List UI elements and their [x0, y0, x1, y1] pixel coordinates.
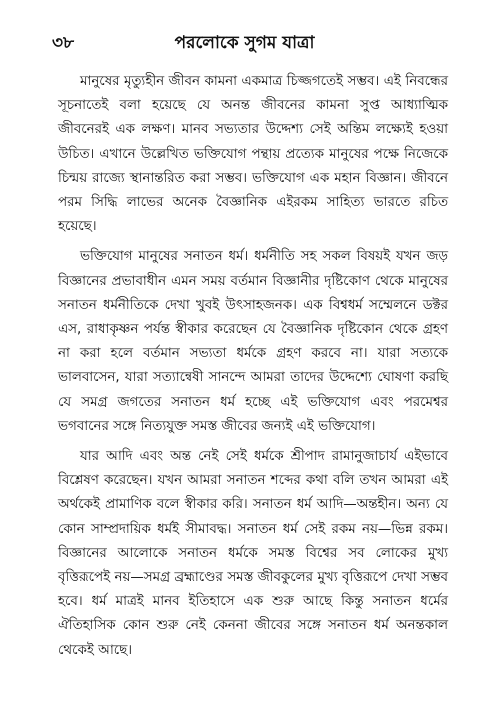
page-number: ৩৮ [52, 33, 75, 53]
page-body [58, 70, 448, 669]
paragraph-3: যার আদি এবং অন্ত নেই সেই ধর্মকে শ্রীপাদ রামানুজাচার্য এইভাবে বিশ্লেষণ করেছেন। যখন আমরা সনাতন শব্দের কথা বলি তখন আমরা এই অর্থকেই প্রামাণিক বলে স্বীকার করি। সনাতন ধর্ম আদি—অন্তহীন। অন্য যে কোন সাম্প্রদায়িক ধর্মই সীমাবদ্ধ। সনাতন ধর্ম সেই রকম নয়—ভিন্ন রকম। বিজ্ঞানের আলোকে সনাতন ধর্মকে সমস্ত বিশ্বের সব লোকের মুখ্য বৃত্তিরূপেই নয়—সমগ্র ব্রহ্মাণ্ডের সমস্ত জীবকুলের মুখ্য বৃত্তিরূপে দেখা সম্ভব হবে। ধর্ম মাত্রই মানব ইতিহাসে এক শুরু আছে কিন্তু সনাতন ধর্মের ঐতিহাসিক কোন শুরু নেই কেননা জীবের সঙ্গে সনাতন ধর্ম অনন্তকাল থেকেই আছে। [58, 449, 448, 658]
paragraph-2: ভক্তিযোগ মানুষের সনাতন ধর্ম। ধর্মনীতি সহ সকল বিষয়ই যখন জড় বিজ্ঞানের প্রভাবাধীন এমন সময় বর্তমান বিজ্ঞানীর দৃষ্টিকোণ থেকে মানুষের সনাতন ধর্মনীতিকে দেখা খুবই উৎসাহজনক। এক বিশ্বধর্ম সম্মেলনে ডক্টর এস, রাধাকৃষ্ণন পর্যন্ত স্বীকার করেছেন যে বৈজ্ঞানিক দৃষ্টিকোন থেকে গ্রহণ না করা হলে বর্তমান সভ্যতা ধর্মকে গ্রহণ করবে না। যারা সত্যকে ভালবাসেন, যারা সত্যান্বেষী সানন্দে আমরা তাদের উদ্দেশ্যে ঘোষণা করছি যে সমগ্র জগতের সনাতন ধর্ম হচ্ছে এই ভক্তিযোগ এবং পরমেশ্বর ভগবানের সঙ্গে নিত্যযুক্ত সমস্ত জীবের জন্যই এই ভক্তিযোগ। [58, 249, 448, 434]
page-header [52, 30, 437, 54]
running-title: পরলোকে সুগম যাত্রা [174, 33, 315, 53]
paragraph-1: মানুষের মৃত্যুহীন জীবন কামনা একমাত্র চিজ্জগতেই সম্ভব। এই নিবন্ধের সূচনাতেই বলা হয়েছে যে অনন্ত জীবনের কামনা সুপ্ত আধ্যাত্মিক জীবনেরই এক লক্ষণ। মানব সভ্যতার উদ্দেশ্য সেই অন্তিম লক্ষ্যেই হওয়া উচিত। এখানে উল্লেখিত ভক্তিযোগ পন্থায় প্রত্যেক মানুষের পক্ষে নিজেকে চিন্ময় রাজ্যে স্থানান্তরিত করা সম্ভব। ভক্তিযোগ এক মহান বিজ্ঞান। জীবনে পরম সিদ্ধি লাভের অনেক বৈজ্ঞানিক এইরকম সাহিত্য ভারতে রচিত হয়েছে। [58, 74, 448, 235]
